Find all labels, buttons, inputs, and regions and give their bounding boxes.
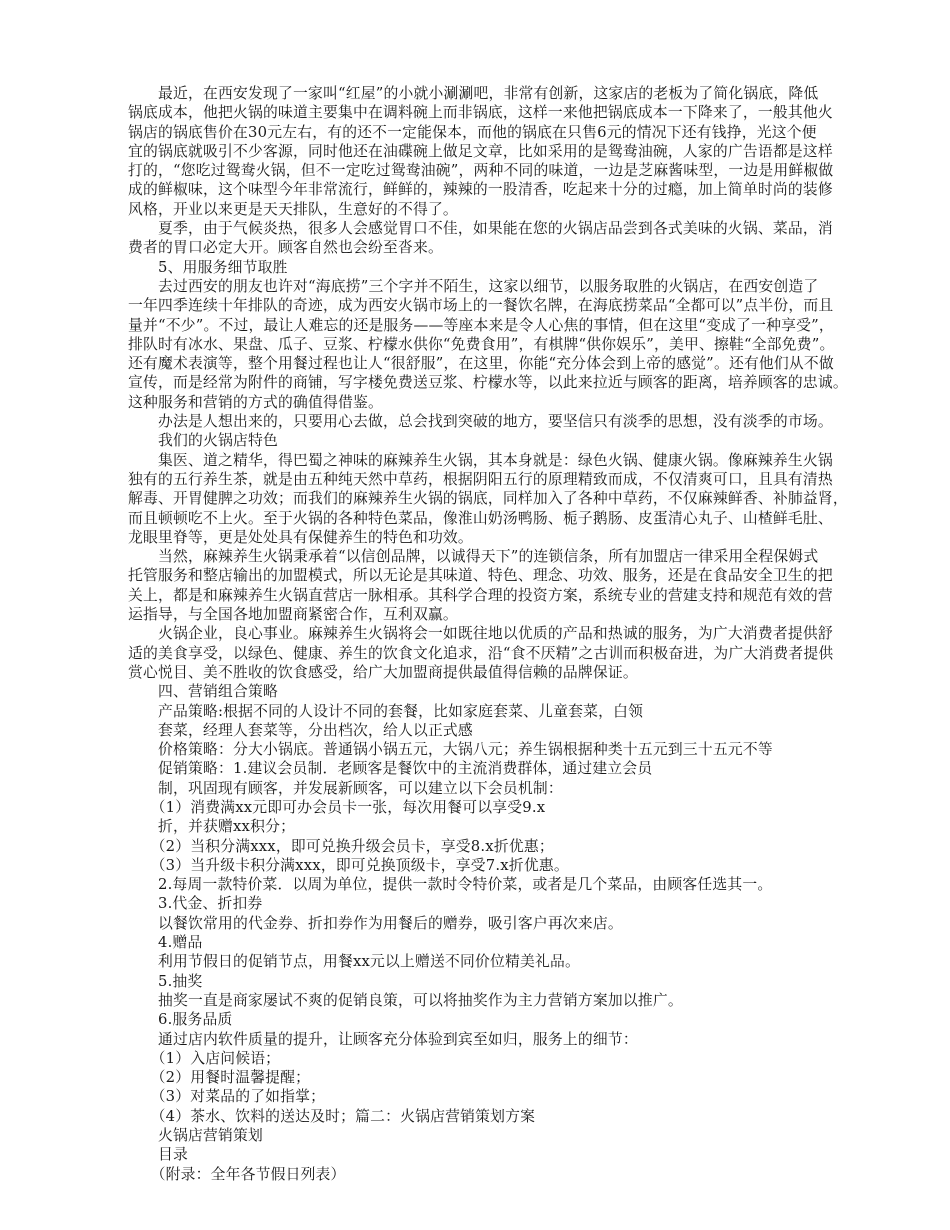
text-line: 打的，“您吃过鸳鸯火锅，但不一定吃过鸳鸯油碗”，两种不同的味道，一边是芝麻酱味型，一边是用鲜椒做 bbox=[128, 162, 834, 180]
text-line: 价格策略：分大小锅底。普通锅小锅五元，大锅八元；养生锅根据种类十五元到三十五元不等 bbox=[128, 741, 773, 759]
text-line: 锅店的锅底售价在30元左右，有的还不一定能保本，而他的锅底在只售6元的情况下还有钱挣，光这个便 bbox=[128, 123, 817, 141]
text-line: 4.赠品 bbox=[128, 934, 203, 952]
text-line: 办法是人想出来的，只要用心去做，总会找到突破的地方，要坚信只有淡季的思想，没有淡季的市场。 bbox=[128, 413, 833, 431]
text-line: 这种服务和营销的方式的确值得借鉴。 bbox=[128, 393, 383, 411]
document-body bbox=[128, 84, 868, 1184]
text-line: 运指导，与全国各地加盟商紧密合作，互利双赢。 bbox=[128, 606, 458, 624]
text-line: 目录 bbox=[128, 1146, 188, 1164]
text-line: 最近，在西安发现了一家叫“红屋”的小就小涮涮吧，非常有创新，这家店的老板为了简化锅底，降低 bbox=[128, 85, 819, 102]
text-line: （3）对菜品的了如指掌； bbox=[128, 1088, 326, 1106]
text-line: 套菜，经理人套菜等，分出档次，给人以正式感 bbox=[128, 721, 473, 739]
text-line: 5、用服务细节取胜 bbox=[128, 258, 288, 276]
text-line: 适的美食享受，以绿色、健康、养生的饮食文化追求，沿“食不厌精”之古训而积极奋进，为广大消费者提供 bbox=[128, 644, 834, 662]
text-line: 赏心悦目、美不胜收的饮食感受，给广大加盟商提供最值得信赖的品牌保证。 bbox=[128, 663, 638, 681]
text-line: 龙眼里脊等，更是处处具有保健养生的特色和功效。 bbox=[128, 528, 473, 546]
text-line: 当然，麻辣养生火锅秉承着“以信创品牌，以诚得天下”的连锁信条，所有加盟店一律采用全程保姆式 bbox=[128, 548, 819, 566]
text-line: 2.每周一款特价菜．以周为单位，提供一款时令特价菜，或者是几个菜品，由顾客任选其一。 bbox=[128, 876, 773, 894]
text-line: 关上，都是和麻辣养生火锅直营店一脉相承。其科学合理的投资方案，系统专业的营建支持和规范有效的营 bbox=[128, 586, 833, 604]
text-line: 费者的胃口必定大开。顾客自然也会纷至沓来。 bbox=[128, 239, 443, 257]
text-line: 锅底成本，他把火锅的味道主要集中在调料碗上而非锅底，这样一来他把锅底成本一下降来了，一般其他火 bbox=[128, 104, 833, 122]
text-line: 宣传，而是经常为附件的商铺，写字楼免费送豆浆、柠檬水等，以此来拉近与顾客的距离，培养顾客的忠诚。 bbox=[128, 374, 848, 392]
text-line: 抽奖一直是商家屡试不爽的促销良策，可以将抽奖作为主力营销方案加以推广。 bbox=[128, 991, 683, 1009]
text-line: （2）用餐时温馨提醒； bbox=[128, 1069, 311, 1087]
text-line: 5.抽奖 bbox=[128, 972, 203, 990]
text-line: 独有的五行养生茶，就是由五种纯天然中草药，根据阴阳五行的原理精致而成，不仅清爽可口，且具有清热 bbox=[128, 470, 833, 488]
text-line: 夏季，由于气候炎热，很多人会感觉胃口不佳，如果能在您的火锅店品尝到各式美味的火锅、菜品，消 bbox=[128, 220, 833, 238]
text-line: 折，并获赠xx积分； bbox=[128, 818, 296, 836]
text-line: 集医、道之精华，得巴蜀之神味的麻辣养生火锅，其本身就是：绿色火锅、健康火锅。像麻辣养生火锅 bbox=[128, 451, 833, 469]
text-line: （2）当积分满xxx，即可兑换升级会员卡，享受8.x折优惠； bbox=[128, 837, 554, 855]
text-line: （4）茶水、饮料的送达及时；篇二：火锅店营销策划方案 bbox=[128, 1107, 536, 1125]
text-line: 以餐饮常用的代金券、折扣券作为用餐后的赠券，吸引客户再次来店。 bbox=[128, 914, 623, 932]
text-line: 产品策略:根据不同的人设计不同的套餐，比如家庭套菜、儿童套菜，白领 bbox=[128, 702, 644, 720]
text-line: 量并“不少”。不过，最让人难忘的还是服务——等座本来是令人心焦的事情，但在这里“变成了一种享受”， bbox=[128, 316, 834, 334]
text-line: 火锅企业，良心事业。麻辣养生火锅将会一如既往地以优质的产品和热诚的服务，为广大消费者提供舒 bbox=[128, 625, 833, 643]
text-line: 还有魔术表演等，整个用餐过程也让人“很舒服”，在这里，你能“充分体会到上帝的感觉”。还有他们从不做 bbox=[128, 355, 834, 373]
text-line: 促销策略：1.建议会员制．老顾客是餐饮中的主流消费群体，通过建立会员 bbox=[128, 760, 653, 778]
text-line: 托管服务和整店输出的加盟模式，所以无论是其味道、特色、理念、功效、服务，还是在食品安全卫生的把 bbox=[128, 567, 833, 585]
text-line: 解毒、开胃健脾之功效；而我们的麻辣养生火锅的锅底，同样加入了各种中草药，不仅麻辣鲜香、补肺益肾， bbox=[128, 490, 848, 508]
text-line: 我们的火锅店特色 bbox=[128, 432, 278, 450]
text-line: 通过店内软件质量的提升，让顾客充分体验到宾至如归，服务上的细节： bbox=[128, 1030, 638, 1048]
text-line: 3.代金、折扣券 bbox=[128, 895, 263, 913]
text-line: 四、营销组合策略 bbox=[128, 683, 278, 701]
text-line: 6.服务品质 bbox=[128, 1011, 233, 1029]
text-line: 去过西安的朋友也许对“海底捞”三个字并不陌生，这家以细节，以服务取胜的火锅店，在西安创造了 bbox=[128, 277, 819, 295]
text-line: （1）入店问候语； bbox=[128, 1049, 281, 1067]
text-line: 宜的锅底就吸引不少客源，同时他还在油碟碗上做足文章，比如采用的是鸳鸯油碗，人家的广告语都是这样 bbox=[128, 142, 833, 160]
text-line: （3）当升级卡积分满xxx，即可兑换顶级卡，享受7.x折优惠。 bbox=[128, 856, 569, 874]
text-line: 一年四季连续十年排队的奇迹，成为西安火锅市场上的一餐饮名牌，在海底捞菜品“全都可以”点半份，而且 bbox=[128, 297, 834, 315]
text-line: 风格，开业以来更是天天排队，生意好的不得了。 bbox=[128, 200, 458, 218]
text-line: （附录：全年各节假日列表） bbox=[128, 1165, 346, 1183]
text-line: 而且顿顿吃不上火。至于火锅的各种特色菜品，像淮山奶汤鸭肠、栀子鹅肠、皮蛋清心丸子、山楂鲜毛肚、 bbox=[128, 509, 833, 527]
text-line: （1）消费满xx元即可办会员卡一张，每次用餐可以享受9.x bbox=[128, 798, 546, 816]
text-line: 利用节假日的促销节点，用餐xx元以上赠送不同价位精美礼品。 bbox=[128, 953, 581, 971]
text-line: 制，巩固现有顾客，并发展新顾客，可以建立以下会员机制： bbox=[128, 779, 563, 797]
text-line: 排队时有冰水、果盘、瓜子、豆浆、柠檬水供你“免费食用”，有棋牌“供你娱乐”，美甲、擦鞋“全部免费”。 bbox=[128, 335, 835, 353]
text-line: 成的鲜椒味，这个味型今年非常流行，鲜鲜的，辣辣的一股清香，吃起来十分的过瘾，加上简单时尚的装修 bbox=[128, 181, 833, 199]
text-line: 火锅店营销策划 bbox=[128, 1127, 263, 1145]
